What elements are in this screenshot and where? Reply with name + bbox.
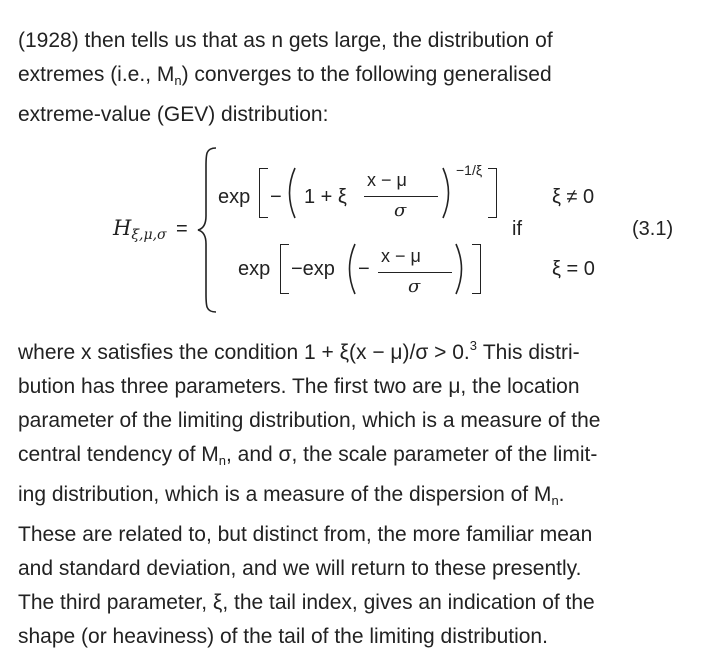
intro-paragraph	[18, 24, 708, 132]
case2-condition: ξ = 0	[552, 258, 595, 280]
equation-number: (3.1)	[632, 218, 674, 240]
body-line-4-start: central tendency of M	[18, 443, 219, 466]
body-line-7: and standard deviation, and we will return to these presently.	[18, 557, 582, 580]
gev-equation	[0, 140, 717, 315]
equation-lhs	[113, 216, 167, 243]
body-line-9: shape (or heaviness) of the tail of the limiting distribution.	[18, 625, 548, 648]
if-keyword: if	[512, 218, 522, 240]
case2-exp: exp	[238, 258, 271, 280]
lhs-subscript: ξ,μ,σ	[131, 227, 167, 243]
case2-right-paren	[454, 242, 468, 296]
case2-right-bracket	[472, 244, 481, 294]
case1-exponent: −1/ξ	[456, 162, 483, 178]
intro-line-2	[18, 58, 708, 98]
case1-denominator: σ	[394, 200, 407, 221]
intro-line-2-end: ) converges to the following generalised	[181, 63, 552, 86]
intro-line-2-start: extremes (i.e., M	[18, 63, 175, 86]
intro-line-3: extreme-value (GEV) distribution:	[18, 103, 329, 126]
case2-left-paren	[343, 242, 357, 296]
body-line-4-end: , and σ, the scale parameter of the limit-	[226, 443, 598, 466]
body-line-1-end: This distri-	[477, 341, 580, 364]
case1-exp: exp	[218, 186, 251, 208]
case1-left-paren	[283, 166, 297, 220]
case1-one-plus-xi: 1 + ξ	[304, 186, 347, 208]
body-line-5	[18, 478, 708, 518]
subscript-n: n	[174, 73, 182, 88]
body-line-1-text: where x satisfies the condition 1 + ξ(x − μ)/σ > 0.	[18, 341, 470, 364]
body-line-8: The third parameter, ξ, the tail index, gives an indication of the	[18, 591, 595, 614]
case1-right-paren	[441, 166, 455, 220]
left-brace	[196, 146, 220, 314]
case2-minus: −	[358, 258, 370, 280]
body-paragraph	[18, 329, 708, 654]
subscript-n: n	[218, 453, 227, 468]
lhs-symbol: H	[113, 216, 132, 240]
subscript-n: n	[551, 493, 559, 508]
case2-denominator: σ	[408, 276, 421, 297]
case1-minus: −	[270, 186, 282, 208]
body-line-1	[18, 329, 708, 370]
body-line-4	[18, 438, 708, 478]
body-line-5-start: ing distribution, which is a measure of the dispersion of M	[18, 483, 552, 506]
body-line-2: bution has three parameters. The first two are μ, the location	[18, 375, 580, 398]
body-line-3: parameter of the limiting distribution, which is a measure of the	[18, 409, 601, 432]
footnote-marker: 3	[469, 338, 477, 353]
case2-numerator: x − μ	[381, 246, 421, 266]
case2-fraction-bar	[378, 272, 452, 273]
case1-fraction-bar	[364, 196, 438, 197]
case1-numerator: x − μ	[367, 170, 407, 190]
case2-left-bracket	[280, 244, 289, 294]
body-line-5-end: .	[558, 483, 565, 506]
case1-left-bracket	[259, 168, 268, 218]
case1-condition: ξ ≠ 0	[552, 186, 595, 208]
case2-minus-exp: −exp	[291, 258, 335, 280]
body-line-6: These are related to, but distinct from, the more familiar mean	[18, 523, 593, 546]
case1-right-bracket	[488, 168, 497, 218]
equals-sign: =	[176, 218, 188, 240]
intro-line-1: (1928) then tells us that as n gets large, the distribution of	[18, 29, 553, 52]
